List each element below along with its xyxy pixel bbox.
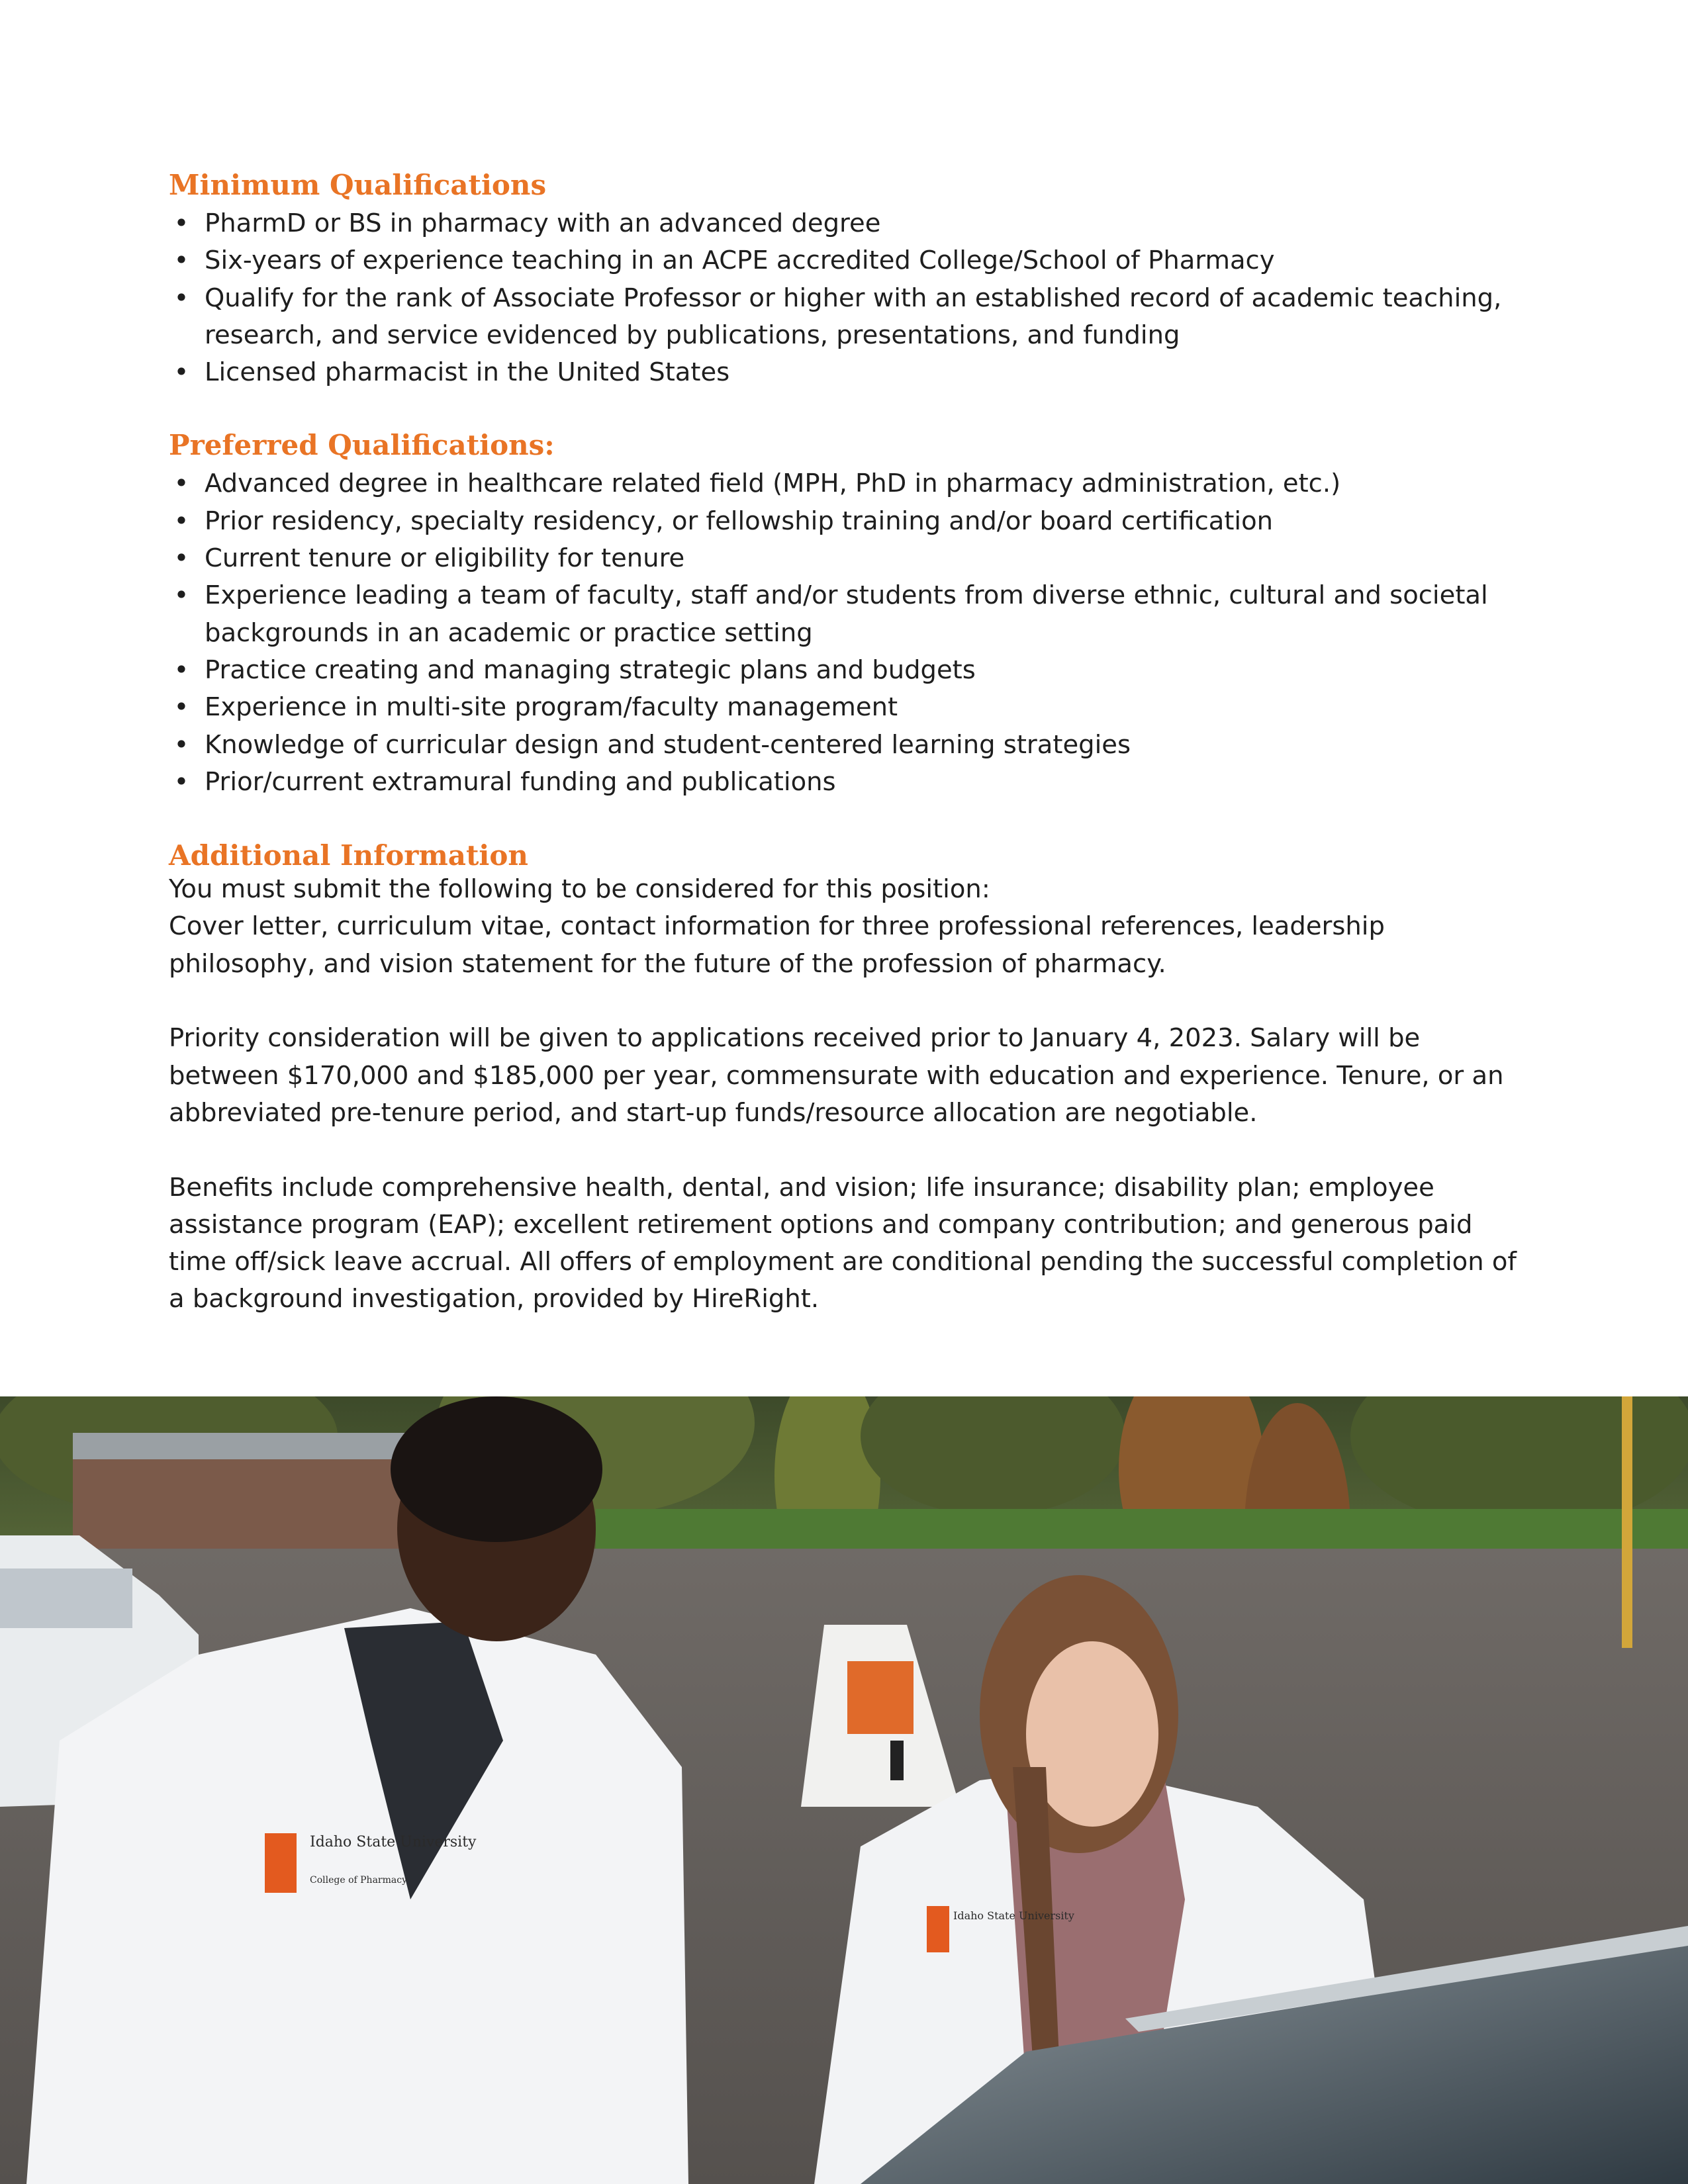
bullet-icon: • <box>173 655 189 685</box>
list-item-text: Knowledge of curricular design and student-centered learning strategies <box>205 729 1131 760</box>
list-item <box>169 727 1532 764</box>
bullet-icon: • <box>173 506 189 536</box>
bullet-icon: • <box>173 357 189 388</box>
list-item-text: Licensed pharmacist in the United States <box>205 357 730 388</box>
list-item-text: Experience in multi-site program/faculty management <box>205 692 898 723</box>
bullet-icon: • <box>173 246 189 276</box>
bullet-icon: • <box>173 692 189 723</box>
list-item-text: Six-years of experience teaching in an ACPE accredited College/School of Pharmacy <box>205 246 1275 276</box>
right-coat-logo-text: Idaho State University <box>953 1909 1074 1922</box>
preferred-qualifications-heading: Preferred Qualifications: <box>169 429 555 462</box>
bullet-icon: • <box>173 580 189 611</box>
bullet-icon: • <box>173 729 189 760</box>
isu-logo-icon <box>265 1833 297 1893</box>
list-item <box>169 764 1532 801</box>
job-posting-content <box>169 165 1532 1318</box>
submission-materials: Cover letter, curriculum vitae, contact information for three professional references, leadership philosophy, and vision statement for the future of the profession of pharmacy. <box>169 911 1385 979</box>
priority-and-salary: Priority consideration will be given to applications received prior to January 4, 2023. Salary will be between $170,000 and $185,000 per year, commensurate with education and experience. Tenure, or an abbreviated pre-tenure period, and start-up funds/resource allocation are negotiable. <box>169 1023 1504 1128</box>
list-item <box>169 354 1532 391</box>
isu-logo-icon-right <box>927 1906 949 1952</box>
additional-information-heading: Additional Information <box>169 839 528 872</box>
list-item-text: Current tenure or eligibility for tenure <box>205 543 685 574</box>
list-item <box>169 280 1532 355</box>
list-item-text: Advanced degree in healthcare related field (MPH, PhD in pharmacy administration, etc.) <box>205 469 1341 499</box>
students-photo <box>0 1396 1688 2184</box>
left-coat-logo-text: Idaho State University <box>310 1834 477 1850</box>
preferred-qualifications-list <box>169 465 1532 801</box>
list-item-text: PharmD or BS in pharmacy with an advanced degree <box>205 208 881 238</box>
bullet-icon: • <box>173 469 189 499</box>
list-item <box>169 205 1532 242</box>
list-item <box>169 242 1532 279</box>
bullet-icon: • <box>173 543 189 574</box>
benefits-paragraph: Benefits include comprehensive health, dental, and vision; life insurance; disability plan; employee assistance program (EAP); excellent retirement options and company contribution; and generous paid time off/sick leave accrual. All offers of employment are conditional pending the successful completion of a background investigation, provided by HireRight. <box>169 1172 1517 1314</box>
list-item <box>169 577 1532 652</box>
list-item-text: Practice creating and managing strategic plans and budgets <box>205 655 976 685</box>
list-item-text: Prior residency, specialty residency, or fellowship training and/or board certification <box>205 506 1274 536</box>
list-item <box>169 540 1532 577</box>
minimum-qualifications-heading: Minimum Qualifications <box>169 169 547 201</box>
list-item-text: Prior/current extramural funding and publications <box>205 766 836 797</box>
list-item <box>169 652 1532 689</box>
list-item <box>169 689 1532 726</box>
minimum-qualifications-list <box>169 205 1532 391</box>
left-coat-sub-text: College of Pharmacy <box>310 1875 407 1886</box>
students-photo-illustration <box>0 1396 1688 2184</box>
bullet-icon: • <box>173 208 189 238</box>
list-item <box>169 465 1532 502</box>
bullet-icon: • <box>173 766 189 797</box>
list-item <box>169 503 1532 540</box>
list-item-text: Experience leading a team of faculty, staff and/or students from diverse ethnic, cultural and societal backgrounds in an academic or practice setting <box>205 580 1488 648</box>
bullet-icon: • <box>173 283 189 313</box>
list-item-text: Qualify for the rank of Associate Professor or higher with an established record of academic teaching, research, and service evidenced by publications, presentations, and funding <box>205 283 1502 350</box>
submission-intro: You must submit the following to be considered for this position: <box>169 874 990 905</box>
